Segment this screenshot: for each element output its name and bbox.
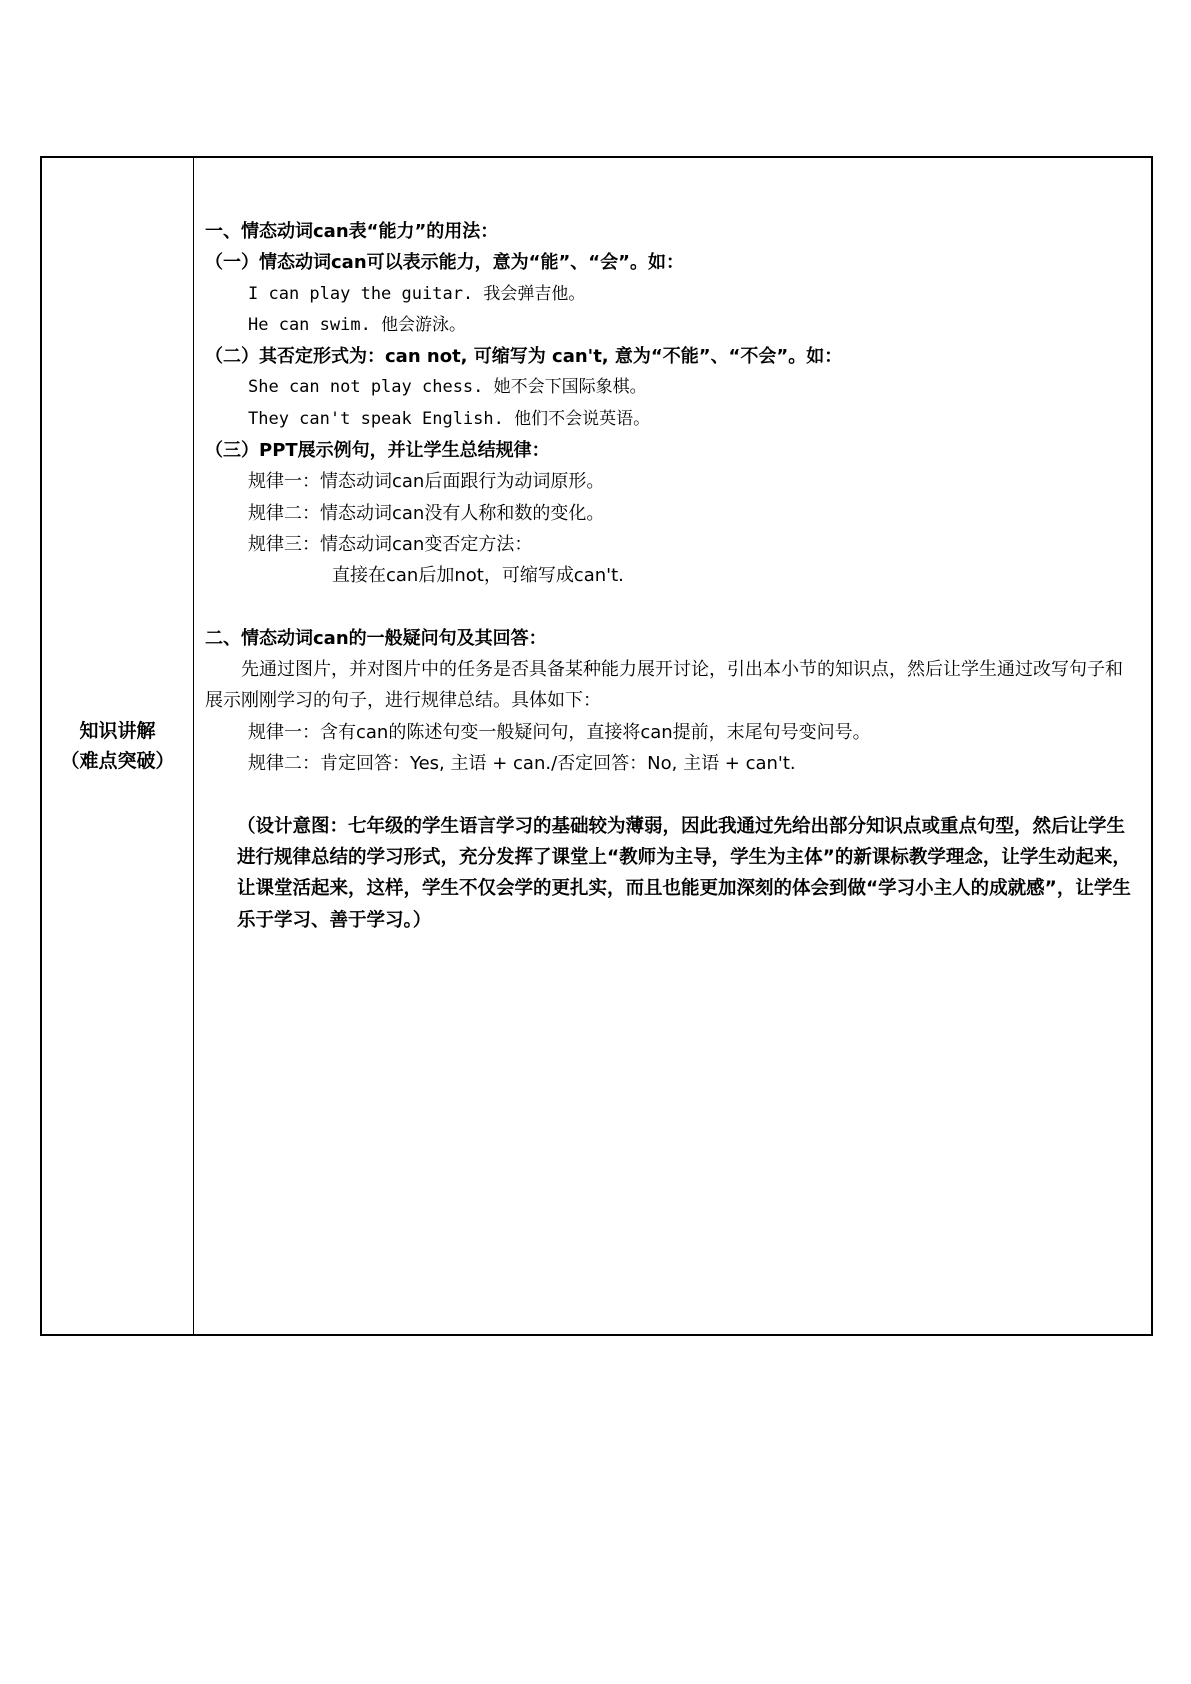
section2-rule-1: 规律一：含有can的陈述句变一般疑问句，直接将can提前，末尾句号变问号。 bbox=[248, 721, 871, 743]
row-label-cell bbox=[42, 158, 193, 1334]
rule-3-detail: 直接在can后加not，可缩写成can't. bbox=[332, 565, 624, 587]
rule-3: 规律三：情态动词can变否定方法： bbox=[248, 533, 533, 555]
column-divider bbox=[193, 158, 194, 1334]
design-intent-note: （设计意图：七年级的学生语言学习的基础较为薄弱，因此我通过先给出部分知识点或重点句型，然后让学生进行规律总结的学习形式，充分发挥了课堂上“教师为主导，学生为主体”的新课标教学理念，让学生动起来，让课堂活起来，这样，学生不仅会学的更扎实，而且也能更加深刻的体会到做“学习小主人的成就感”，让学生乐于学习、善于学习。） bbox=[237, 815, 1131, 931]
example-4: They can't speak English. 他们不会说英语。 bbox=[248, 408, 651, 429]
section2-heading: 二、情态动词can的一般疑问句及其回答： bbox=[205, 627, 547, 649]
section1-sub1: （一）情态动词can可以表示能力，意为“能”、“会”。如： bbox=[205, 252, 684, 274]
section1-sub2: （二）其否定形式为：can not, 可缩写为 can't, 意为“不能”、“不会”。如： bbox=[205, 346, 843, 368]
section1-sub3: （三）PPT展示例句，并让学生总结规律： bbox=[205, 440, 550, 462]
rule-1: 规律一：情态动词can后面跟行为动词原形。 bbox=[248, 471, 605, 493]
content-cell bbox=[205, 216, 1140, 936]
section2-paragraph: 先通过图片，并对图片中的任务是否具备某种能力展开讨论，引出本小节的知识点，然后让学生通过改写句子和展示刚刚学习的句子，进行规律总结。具体如下： bbox=[205, 659, 1123, 712]
row-label-subtitle: （难点突破） bbox=[60, 750, 175, 772]
rule-2: 规律二：情态动词can没有人称和数的变化。 bbox=[248, 502, 605, 524]
row-label-title: 知识讲解 bbox=[79, 720, 156, 742]
example-2: He can swim. 他会游泳。 bbox=[248, 314, 467, 335]
example-3: She can not play chess. 她不会下国际象棋。 bbox=[248, 377, 647, 398]
section1-heading: 一、情态动词can表“能力”的用法： bbox=[205, 221, 499, 242]
lesson-table bbox=[40, 156, 1153, 1336]
section2-rule-2: 规律二：肯定回答：Yes, 主语 + can./否定回答：No, 主语 + can't. bbox=[248, 753, 796, 775]
example-1: I can play the guitar. 我会弹吉他。 bbox=[248, 283, 586, 304]
